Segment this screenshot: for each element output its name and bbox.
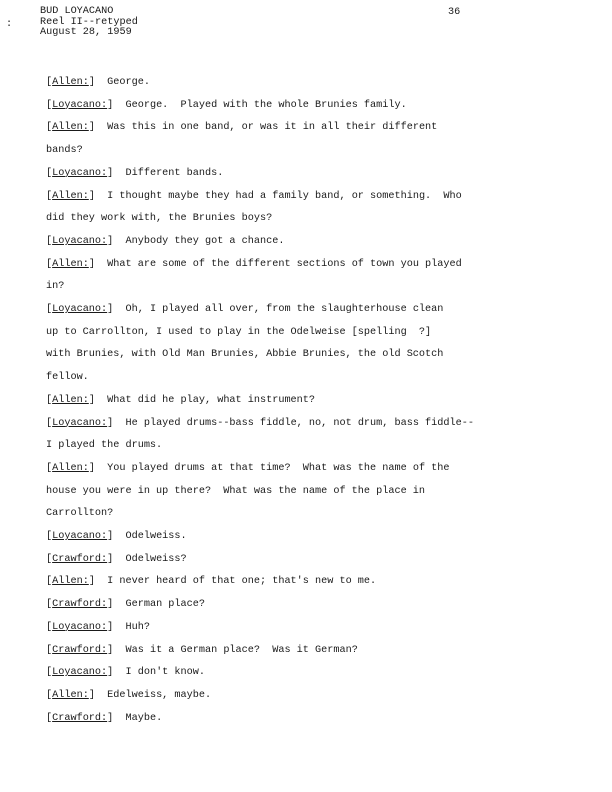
speaker-name: Crawford: (52, 644, 108, 656)
speaker-name: Loyacano: (52, 417, 108, 429)
transcript-line-speaker: [Allen:] What are some of the different sections of town you played (46, 258, 462, 270)
interview-date: August 28, 1959 (40, 27, 132, 38)
spoken-text: Oh, I played all over, from the slaughterhouse clean (125, 304, 444, 315)
transcript-line-continuation (46, 486, 425, 497)
transcript-line-speaker: [Loyacano:] Anybody they got a chance. (46, 235, 285, 247)
speaker-name: Crawford: (52, 553, 108, 565)
spoken-text: George. Played with the whole Brunies family. (125, 99, 407, 111)
speaker-name: Allen: (52, 190, 89, 202)
transcript-line-speaker: [Allen:] Was this in one band, or was it in all their different (46, 122, 438, 134)
speaker-name: Allen: (52, 576, 89, 588)
spoken-text: house you were in up there? What was the name of the place in (46, 485, 426, 497)
speaker-name: Allen: (52, 689, 89, 701)
speaker-name: Allen: (52, 122, 89, 134)
spoken-text: You played drums at that time? What was the name of the (107, 462, 450, 474)
speaker-name: Crawford: (52, 712, 108, 724)
transcript-line-speaker: [Loyacano:] George. Played with the whole Brunies family. (46, 99, 407, 111)
spoken-text: Odelweiss. (125, 531, 187, 542)
spoken-text: What did he play, what instrument? (107, 394, 316, 406)
speaker-name: Allen: (52, 77, 89, 88)
transcript-line-speaker: [Crawford:] German place? (46, 599, 205, 611)
speaker-name: Loyacano: (52, 99, 108, 111)
spoken-text: Odelweiss? (125, 553, 187, 565)
transcript-line-speaker: [Loyacano:] Huh? (46, 621, 150, 633)
transcript-line-speaker: [Allen:] I thought maybe they had a family band, or something. Who (46, 190, 462, 202)
spoken-text: He played drums--bass fiddle, no, not drum, bass fiddle-- (125, 417, 474, 429)
spoken-text: I played the drums. (46, 440, 163, 452)
transcript-line-speaker: [Loyacano:] He played drums--bass fiddle, no, not drum, bass fiddle-- (46, 417, 474, 429)
spoken-text: fellow. (46, 372, 89, 384)
spoken-text: What are some of the different sections of town you played (107, 258, 462, 270)
spoken-text: Edelweiss, maybe. (107, 689, 212, 701)
page-number: 36 (448, 7, 461, 18)
spoken-text: I thought maybe they had a family band, or something. Who (107, 190, 462, 202)
transcript-line-speaker: [Loyacano:] I don't know. (46, 667, 205, 679)
transcript-line-speaker: [Allen:] Edelweiss, maybe. (46, 689, 212, 701)
spoken-text: Anybody they got a chance. (125, 235, 285, 247)
spoken-text: Was this in one band, or was it in all their different (107, 122, 438, 134)
spoken-text: Maybe. (125, 712, 163, 724)
transcript-line-continuation (46, 372, 89, 383)
transcript-line-speaker: [Allen:] I never heard of that one; that's new to me. (46, 576, 377, 588)
spoken-text: Huh? (125, 621, 150, 633)
spoken-text: German place? (125, 599, 205, 611)
transcript-line-speaker: [Loyacano:] Odelweiss. (46, 531, 187, 542)
margin-mark: : (6, 19, 13, 30)
transcript-line-speaker: [Allen:] What did he play, what instrument? (46, 394, 316, 406)
spoken-text: Carrollton? (46, 508, 114, 520)
spoken-text: Different bands. (125, 167, 224, 179)
speaker-name: Loyacano: (52, 531, 108, 542)
transcript-line-continuation (46, 327, 431, 338)
transcript-line-speaker: [Allen:] You played drums at that time? What was the name of the (46, 462, 450, 474)
speaker-name: Loyacano: (52, 621, 108, 633)
transcript-line-continuation (46, 508, 113, 519)
transcript-line-speaker: [Loyacano:] Oh, I played all over, from the slaughterhouse clean (46, 304, 444, 315)
spoken-text: in? (46, 281, 65, 293)
speaker-name: Allen: (52, 258, 89, 270)
transcript-line-speaker: [Crawford:] Maybe. (46, 712, 163, 724)
transcript-line-continuation (46, 440, 162, 451)
spoken-text: Was it a German place? Was it German? (125, 644, 358, 656)
speaker-name: Crawford: (52, 599, 108, 611)
speaker-name: Loyacano: (52, 235, 108, 247)
speaker-name: Loyacano: (52, 304, 108, 315)
interviewee-name: BUD LOYACANO (40, 6, 114, 17)
speaker-name: Allen: (52, 462, 89, 474)
transcript-line-continuation (46, 281, 64, 292)
transcript-line-speaker: [Allen:] George. (46, 77, 150, 88)
transcript-line-continuation (46, 213, 272, 224)
spoken-text: with Brunies, with Old Man Brunies, Abbie Brunies, the old Scotch (46, 349, 444, 361)
transcript-line-continuation (46, 349, 443, 360)
transcript-line-speaker: [Crawford:] Odelweiss? (46, 553, 187, 565)
spoken-text: did they work with, the Brunies boys? (46, 213, 273, 225)
transcript-line-speaker: [Crawford:] Was it a German place? Was it German? (46, 644, 358, 656)
spoken-text: I never heard of that one; that's new to me. (107, 576, 377, 588)
reel-label: Reel II--retyped (40, 16, 138, 28)
spoken-text: bands? (46, 145, 83, 157)
speaker-name: Loyacano: (52, 167, 108, 179)
speaker-name: Allen: (52, 394, 89, 406)
document-header (40, 7, 138, 39)
speaker-name: Loyacano: (52, 667, 108, 679)
spoken-text: George. (107, 77, 150, 88)
transcript-line-speaker: [Loyacano:] Different bands. (46, 167, 224, 179)
transcript-line-continuation (46, 145, 83, 156)
spoken-text: up to Carrollton, I used to play in the Odelweise [spelling ?] (46, 326, 432, 338)
spoken-text: I don't know. (125, 667, 205, 679)
